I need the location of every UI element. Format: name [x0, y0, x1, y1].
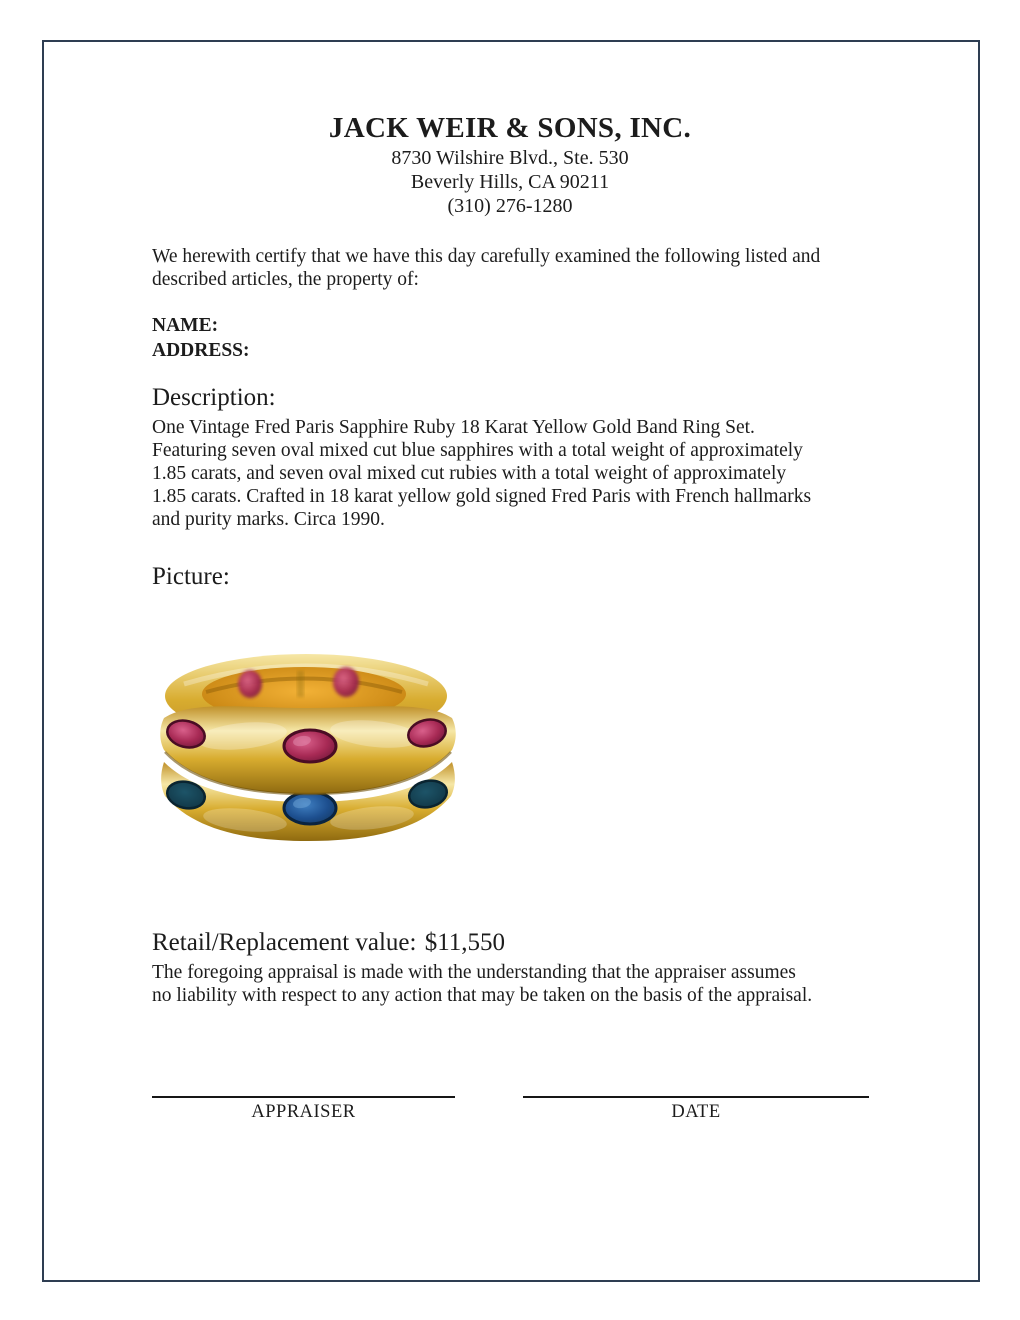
company-address-line2: Beverly Hills, CA 90211: [410, 171, 610, 193]
description-line: 1.85 carats, and seven oval mixed cut rubies with a total weight of approximately: [152, 463, 787, 484]
certification-line: described articles, the property of:: [152, 269, 419, 290]
description-line: Featuring seven oval mixed cut blue sapphires with a total weight of approximately: [152, 440, 803, 461]
date-signature-block: [523, 1096, 869, 1123]
appraiser-signature-block: [152, 1096, 455, 1123]
description-line: 1.85 carats. Crafted in 18 karat yellow gold signed Fred Paris with French hallmarks: [152, 486, 812, 507]
ruby-band: [160, 706, 456, 794]
certification-line: We herewith certify that we have this day carefully examined the following listed and: [152, 246, 821, 267]
ruby-gem-center: [284, 730, 336, 762]
description-line: One Vintage Fred Paris Sapphire Ruby 18 Karat Yellow Gold Band Ring Set.: [152, 417, 755, 438]
valuation-heading: [152, 928, 505, 958]
company-address-line1: 8730 Wilshire Blvd., Ste. 530: [391, 147, 629, 169]
appraiser-signature-line: [152, 1096, 455, 1098]
inner-ruby-gem: [333, 667, 359, 697]
owner-address-label: ADDRESS:: [152, 340, 250, 361]
company-name: JACK WEIR & SONS, INC.: [328, 112, 692, 144]
owner-name-label: NAME:: [152, 315, 219, 336]
picture-heading: Picture:: [152, 563, 230, 590]
disclaimer-line: no liability with respect to any action that may be taken on the basis of the appraisal.: [152, 985, 813, 1006]
letterhead: [0, 110, 1020, 218]
valuation-label: Retail/Replacement value:: [152, 929, 417, 956]
sapphire-gem-center: [284, 792, 336, 824]
certification-paragraph: [152, 245, 912, 291]
disclaimer-line: The foregoing appraisal is made with the understanding that the appraiser assumes: [152, 962, 796, 983]
appraiser-label: APPRAISER: [251, 1102, 356, 1122]
description-paragraph: [152, 416, 922, 531]
ring-photo-illustration: [160, 644, 460, 859]
date-signature-line: [523, 1096, 869, 1098]
disclaimer-paragraph: [152, 961, 922, 1007]
ring-photo: [160, 644, 460, 859]
description-heading: Description:: [152, 384, 276, 411]
inner-shadow: [297, 671, 304, 697]
valuation-amount: $11,550: [424, 929, 506, 956]
description-line: and purity marks. Circa 1990.: [152, 509, 385, 530]
date-label: DATE: [671, 1102, 721, 1122]
company-phone: (310) 276-1280: [447, 195, 573, 217]
inner-ruby-gem: [238, 670, 262, 698]
